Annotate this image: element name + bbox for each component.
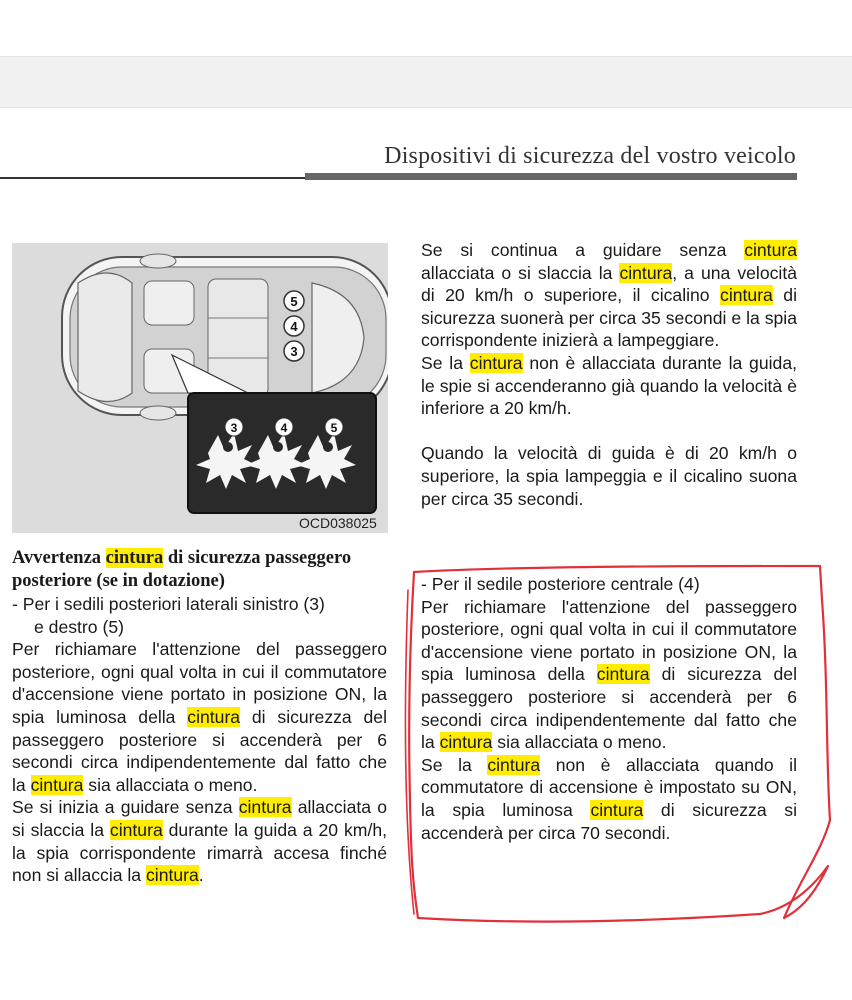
highlighted-term: cintura — [487, 754, 541, 775]
text-run: allacciata o si slaccia la — [421, 262, 620, 283]
text-run: Per richiamare l'attenzione del passeggero posteriore, ogni qual volta in cui il commutatore d'accensione viene portato in posizione ON, la spia luminosa della — [421, 596, 797, 685]
top-toolbar-bar — [0, 56, 852, 108]
figure-caption: OCD038025 — [299, 515, 377, 531]
text-run: Se la — [421, 352, 470, 373]
highlighted-term: cintura — [619, 262, 673, 283]
text-run: e destro (5) — [34, 616, 124, 637]
bullet-line — [12, 617, 124, 637]
highlighted-term: cintura — [720, 285, 773, 306]
section-heading — [12, 547, 387, 593]
highlighted-term: cintura — [238, 797, 292, 818]
panel-number-4: 4 — [280, 421, 288, 435]
paragraph — [421, 239, 797, 352]
highlighted-term: cintura — [187, 706, 241, 727]
bullet-item — [421, 573, 797, 596]
bullet-item — [12, 593, 387, 638]
text-run: - Per il sedile posteriore centrale (4) — [421, 574, 700, 594]
text-run: , a una velocità di 20 km/h o superiore, il cicalino — [421, 262, 797, 306]
right-column-top — [421, 239, 797, 510]
text-run: sia allacciata o meno. — [83, 774, 258, 795]
panel-number-5: 5 — [330, 421, 338, 435]
text-run: Se si continua a guidare senza — [421, 240, 745, 260]
header-rule-thin — [0, 177, 310, 179]
left-column — [12, 547, 387, 887]
highlighted-term: cintura — [439, 732, 493, 753]
paragraph — [12, 796, 387, 886]
text-run: - Per i sedili posteriori laterali sinistro (3) — [12, 594, 325, 614]
paragraph — [421, 596, 797, 754]
page-header-title: Dispositivi di sicurezza del vostro veicolo — [384, 143, 796, 169]
seatbelt-diagram-figure — [12, 243, 388, 533]
highlighted-term: cintura — [109, 819, 163, 840]
bullet-line — [12, 594, 325, 614]
annotation-stroke — [406, 590, 414, 914]
highlighted-term: cintura — [469, 352, 523, 373]
rear-seatbelt-indicator-panel — [188, 393, 376, 513]
text-run: durante la guida a 20 km/h, la spia corrispondente rimarrà accesa finché non si allaccia la — [12, 819, 387, 886]
text-run: Quando la velocità di guida è di 20 km/h o superiore, la spia lampeggia e il cicalino suona per circa 35 secondi. — [421, 443, 797, 509]
text-run: allacciata o si slaccia la — [12, 797, 387, 840]
text-run: Per richiamare l'attenzione del passeggero posteriore, ogni qual volta in cui il commutatore d'accensione viene portato in posizione ON, la spia luminosa della — [12, 639, 387, 727]
highlighted-term: cintura — [145, 865, 199, 886]
text-run: non è allacciata durante la guida, le spie si accenderanno già quando la velocità è inferiore a 20 km/h. — [421, 352, 797, 419]
highlighted-term: cintura — [30, 774, 84, 795]
text-run: Se la — [421, 754, 488, 775]
text-run: di sicurezza del passeggero posteriore si accenderà per 6 secondi circa indipendentemente dal fatto che la — [421, 664, 797, 753]
text-run: Se si inizia a guidare senza — [12, 797, 239, 818]
text-run: . — [198, 865, 204, 886]
seat-number-3: 3 — [290, 344, 298, 359]
highlighted-term: cintura — [744, 240, 797, 260]
paragraph — [421, 442, 797, 510]
highlighted-term: cintura — [105, 548, 164, 568]
car-diagram-illustration — [12, 243, 388, 533]
paragraph — [421, 352, 797, 420]
text-run: di sicurezza suonerà per circa 35 secondi e la spia corrispondente inizierà a lampeggiare. — [421, 285, 797, 351]
paragraph — [421, 754, 797, 844]
seat-number-5: 5 — [290, 294, 298, 309]
highlighted-term: cintura — [590, 799, 644, 820]
text-run: Avvertenza — [12, 548, 106, 568]
highlighted-term: cintura — [596, 664, 650, 685]
text-run: di sicurezza passeggero posteriore (se in dotazione) — [12, 548, 352, 591]
text-run: sia allacciata o meno. — [492, 732, 667, 753]
text-run: non è allacciata quando il commutatore di accensione è impostato su ON, la spia luminosa — [421, 754, 797, 820]
paragraph — [12, 638, 387, 796]
panel-number-3: 3 — [230, 421, 238, 435]
text-run: di sicurezza si accenderà per circa 70 secondi. — [421, 799, 798, 843]
header-rule-thick — [305, 173, 797, 180]
text-run: di sicurezza del passeggero posteriore si accenderà per 6 secondi circa indipendentemente dal fatto che la — [12, 706, 387, 795]
seat-number-4: 4 — [290, 319, 298, 334]
right-column-bottom — [421, 573, 797, 844]
